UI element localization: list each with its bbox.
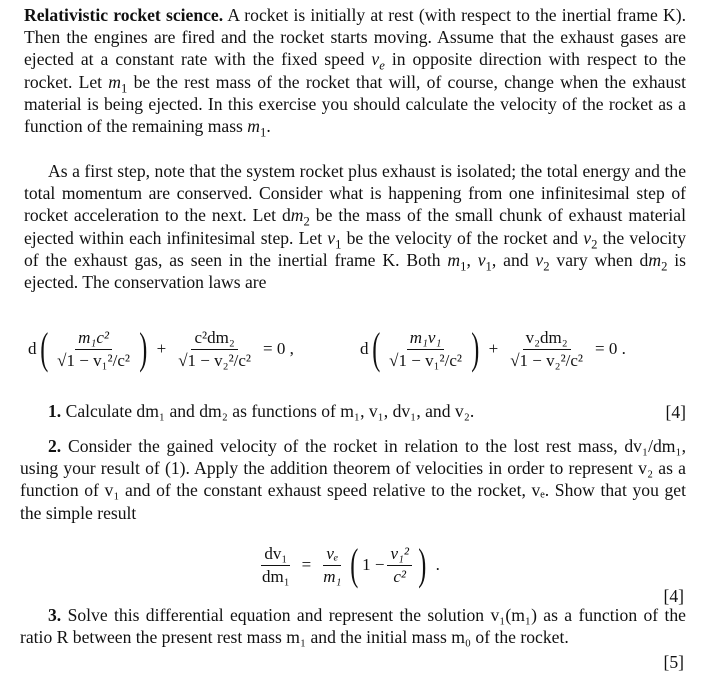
m1-symbol: m <box>108 71 121 92</box>
left-paren: ( <box>371 324 380 373</box>
fraction-energy-rocket <box>54 328 133 371</box>
question-text: Calculate dm₁ and dm₂ as functions of m₁, v₁, dv₁, and v₂. <box>61 401 475 421</box>
question-2 <box>20 435 686 524</box>
period: . <box>435 555 440 574</box>
numerator: m₁c² <box>75 328 112 350</box>
m-symbol: m <box>648 249 662 270</box>
denominator: √1 − v₁²/c² <box>389 350 462 370</box>
step-text-7: vary when d <box>549 249 649 270</box>
energy-equation <box>28 320 300 378</box>
right-paren: ) <box>418 540 427 589</box>
rhs-fraction <box>320 544 344 587</box>
intro-paragraph <box>24 4 686 140</box>
denominator: c² <box>393 566 407 586</box>
sub-one: 1 <box>335 237 342 252</box>
denominator: m₁ <box>323 566 342 586</box>
lhs-fraction <box>259 544 293 587</box>
m1-symbol-2: m <box>247 116 261 137</box>
question-number: 3. <box>48 605 62 625</box>
sub-one: 1 <box>460 259 467 274</box>
ve-subscript: e <box>379 58 385 73</box>
numerator: v₁² <box>387 544 412 566</box>
numerator: dv₁ <box>261 544 290 566</box>
differential-d: d <box>28 339 37 358</box>
ve-symbol: v <box>371 49 380 70</box>
rocket-velocity-equation <box>256 536 446 594</box>
v-symbol: v <box>327 227 336 248</box>
fraction-momentum-rocket <box>386 328 465 371</box>
intro-text-2: in opposite direction with respect to the rocket. Let <box>24 49 686 92</box>
marks-question-3: [5] <box>663 652 684 672</box>
conservation-equations <box>28 320 688 378</box>
inner-fraction <box>387 544 412 587</box>
denominator: √1 − v₂²/c² <box>178 350 252 370</box>
question-number: 2. <box>48 436 62 456</box>
step-text-4: the velocity of the exhaust gas, as seen in the inertial frame K. Both <box>24 227 686 270</box>
m-symbol: m <box>290 205 304 226</box>
question-1 <box>20 400 686 422</box>
equals-zero: = 0 , <box>263 339 294 358</box>
intro-text-4: . <box>266 116 271 137</box>
equals-sign: = <box>301 555 312 574</box>
sub-two: 2 <box>303 214 310 229</box>
question-3 <box>20 604 686 648</box>
denominator: √1 − v₂²/c² <box>510 350 584 370</box>
v-symbol: v <box>583 227 592 248</box>
m1-subscript: 1 <box>121 81 128 96</box>
right-paren: ) <box>471 324 480 373</box>
m1-subscript-2: 1 <box>260 125 267 140</box>
numerator: m₁v₁ <box>407 328 445 350</box>
denominator: √1 − v₁²/c² <box>57 350 130 370</box>
one-minus: 1 − <box>362 555 385 574</box>
differential-d: d <box>360 339 369 358</box>
step-text-6: , and <box>491 249 536 270</box>
step-text-8: is ejected. The conservation laws are <box>24 249 686 293</box>
intro-text-1: A rocket is initially at rest (with respect to the inertial frame K). Then the engines are fired and the rocket starts moving. Assume that the exhaust gases are ejected at a constant rate with the fixed speed <box>24 5 686 70</box>
step-text-3: be the velocity of the rocket and <box>341 227 584 248</box>
marks-question-1: [4] <box>665 402 686 422</box>
m-symbol: m <box>447 249 461 270</box>
step-text-1: As a first step, note that the system rocket plus exhaust is isolated; the total energy and the total momentum are conserved. Consider what is happening from one infinitesimal step of rocket acceleration to the next. Let d <box>24 161 686 226</box>
numerator: c²dm₂ <box>191 328 237 350</box>
plus-sign: + <box>156 339 167 358</box>
numerator: vₑ <box>323 544 341 566</box>
question-number: 1. <box>48 401 62 421</box>
equals-zero: = 0 . <box>595 339 626 358</box>
sub-two: 2 <box>543 259 550 274</box>
left-paren: ( <box>350 540 359 589</box>
intro-text-3: be the rest mass of the rocket that will, of course, change when the exhaust material is being ejected. In this exercise you should calculate the velocity of the rocket as a function of the remaining mass <box>24 71 686 137</box>
fraction-energy-exhaust <box>175 328 254 371</box>
step-text-5: , <box>466 249 478 270</box>
left-paren: ( <box>39 324 48 373</box>
sub-two: 2 <box>591 237 598 252</box>
step-text-2: be the mass of the small chunk of exhaust material ejected within each infinitesimal step. Let <box>24 205 686 248</box>
question-text: Consider the gained velocity of the rocket in relation to the lost rest mass, dv₁/dm₁, using your result of (1). Apply the addition theorem of velocities in order to represent v₂ as a function of v₁ and of the constant exhaust speed relative to the rocket, vₑ. Show that you get the simple result <box>20 436 686 523</box>
plus-sign: + <box>488 339 499 358</box>
numerator: v₂dm₂ <box>523 328 571 350</box>
marks-question-2: [4] <box>663 586 684 606</box>
sub-two: 2 <box>661 259 668 274</box>
momentum-equation <box>360 320 632 378</box>
v-symbol: v <box>535 249 544 270</box>
fraction-momentum-exhaust <box>507 328 586 371</box>
right-paren: ) <box>139 324 148 373</box>
first-step-paragraph <box>24 160 686 293</box>
denominator: dm₁ <box>262 566 290 586</box>
sub-one: 1 <box>485 259 492 274</box>
v-symbol: v <box>477 249 486 270</box>
exercise-title: Relativistic rocket science. <box>24 5 224 25</box>
question-text: Solve this differential equation and represent the solution v₁(m₁) as a function of the ratio R between the present rest mass m₁ and the initial mass m₀ of the rocket. <box>20 605 686 648</box>
